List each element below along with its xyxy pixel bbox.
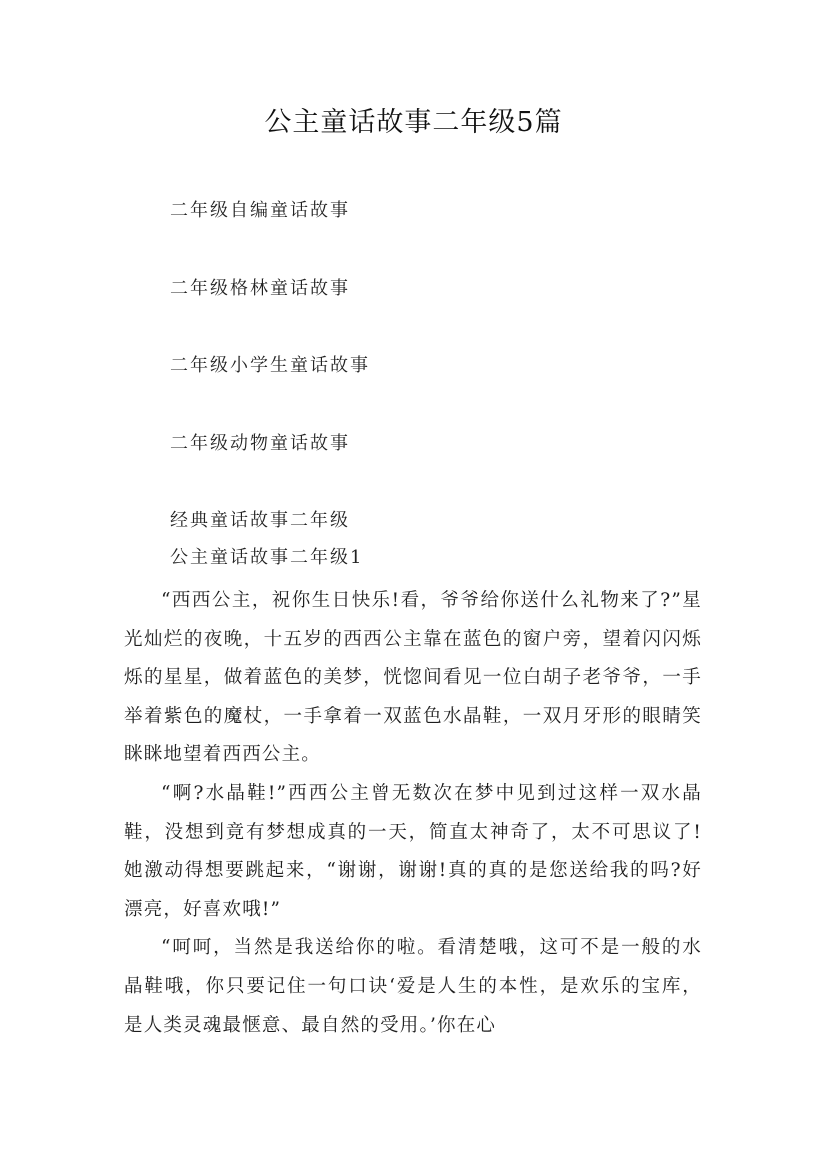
toc-item: 经典童话故事二年级	[170, 510, 350, 531]
toc-item: 二年级自编童话故事	[170, 200, 350, 221]
document-body	[124, 582, 702, 1045]
body-paragraph: “西西公主，祝你生日快乐!看，爷爷给你送什么礼物来了?”星光灿烂的夜晚，十五岁的西西公主靠在蓝色的窗户旁，望着闪闪烁烁的星星，做着蓝色的美梦，恍惚间看见一位白胡子老爷爷，一手举着紫色的魔杖，一手拿着一双蓝色水晶鞋，一双月牙形的眼睛笑眯眯地望着西西公主。	[124, 590, 702, 766]
section-heading: 公主童话故事二年级1	[170, 547, 364, 568]
toc-item: 二年级格林童话故事	[170, 278, 350, 299]
toc-item: 二年级动物童话故事	[170, 433, 350, 454]
body-paragraph: “呵呵，当然是我送给你的啦。看清楚哦，这可不是一般的水晶鞋哦，你只要记住一句口诀‘爱是人生的本性，是欢乐的宝库，是人类灵魂最惬意、最自然的受用。’你在心	[124, 937, 702, 1036]
document-title: 公主童话故事二年级5篇	[264, 107, 563, 138]
toc-item: 二年级小学生童话故事	[170, 355, 370, 376]
body-paragraph: “啊?水晶鞋!”西西公主曾无数次在梦中见到过这样一双水晶鞋，没想到竟有梦想成真的一天，简直太神奇了，太不可思议了!她激动得想要跳起来，“谢谢，谢谢!真的真的是您送给我的吗?好漂亮，好喜欢哦!”	[124, 782, 702, 920]
